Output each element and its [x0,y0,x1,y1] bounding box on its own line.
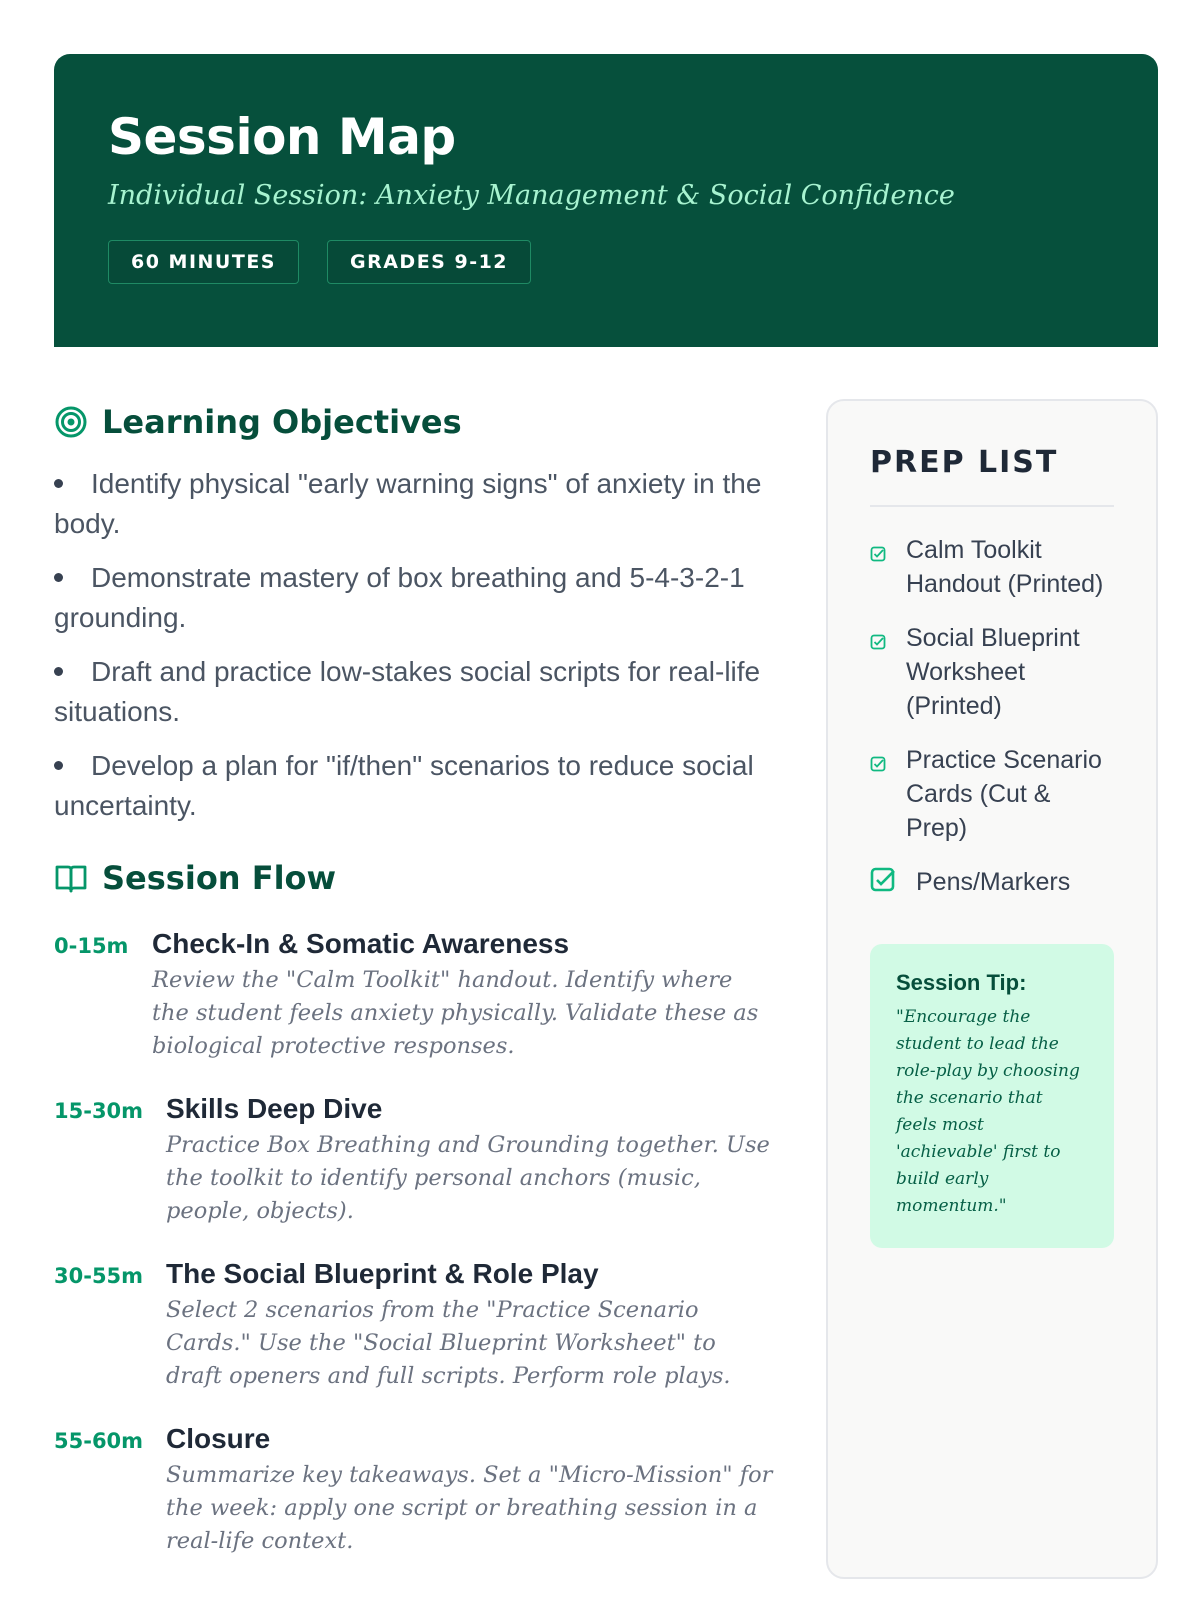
flow-item [54,926,774,1063]
session-tip [870,944,1114,1248]
prep-list [870,533,1114,902]
objective-text: Identify physical "early warning signs" of anxiety in the body. [54,468,762,539]
tip-title: Session Tip: [896,970,1027,995]
page-subtitle: Individual Session: Anxiety Management & Social Confidence [108,180,955,211]
bullet-icon [54,761,63,770]
prep-item [870,533,1114,601]
objectives-title: Learning Objectives [102,403,462,441]
objectives-heading [54,400,774,444]
flow-step-desc: Summarize key takeaways. Set a "Micro-Mission" for the week: apply one script or breathing session in a real-life context. [166,1462,773,1554]
flow-step-desc: Practice Box Breathing and Grounding together. Use the toolkit to identify personal anchors (music, people, objects). [166,1132,770,1224]
list-item [54,746,774,826]
prep-item-label: Practice Scenario Cards (Cut & Prep) [906,746,1102,842]
prep-item [870,743,1114,845]
prep-item [870,865,1114,902]
prep-item-label: Pens/Markers [916,868,1071,896]
checkbox-icon [870,743,906,781]
flow-body [166,1256,774,1393]
flow-body [152,926,774,1063]
list-item [54,558,774,638]
flow-body [166,1091,774,1228]
flow-step-title: Closure [166,1423,271,1454]
badge-row [108,240,1104,284]
page-title: Session Map [108,108,456,166]
flow-time: 15-30m [54,1099,144,1123]
flow-title: Session Flow [102,859,337,897]
flow-time: 0-15m [54,934,129,958]
flow-time: 55-60m [54,1429,144,1453]
bullet-icon [54,573,63,582]
flow-step-title: Skills Deep Dive [166,1093,383,1124]
duration-badge: 60 MINUTES [108,240,299,284]
flow-step-title: Check-In & Somatic Awareness [152,928,570,959]
list-item [54,652,774,732]
checkbox-icon [870,865,916,902]
flow-step-desc: Select 2 scenarios from the "Practice Scenario Cards." Use the "Social Blueprint Worksheet" to draft openers and full scripts. Perform role plays. [166,1297,731,1389]
prep-item-label: Social Blueprint Worksheet (Printed) [906,624,1080,720]
checkbox-icon [870,533,906,571]
flow-step-title: The Social Blueprint & Role Play [166,1258,599,1289]
flow-step-desc: Review the "Calm Toolkit" handout. Identify where the student feels anxiety physically. Validate these as biological protective responses. [152,967,759,1059]
flow-time: 30-55m [54,1264,144,1288]
objectives-list [54,464,774,826]
objective-text: Draft and practice low-stakes social scripts for real-life situations. [54,656,761,727]
tip-text: "Encourage the student to lead the role-play by choosing the scenario that feels most 'achievable' first to build early momentum." [896,1007,1080,1216]
checkbox-icon [870,621,906,659]
bullet-icon [54,667,63,676]
prep-item-label: Calm Toolkit Handout (Printed) [906,536,1104,598]
objective-text: Develop a plan for "if/then" scenarios to reduce social uncertainty. [54,750,754,821]
prep-item [870,621,1114,723]
book-icon [54,861,88,895]
flow-heading [54,856,774,900]
grade-badge: GRADES 9-12 [327,240,531,284]
objective-text: Demonstrate mastery of box breathing and 5-4-3-2-1 grounding. [54,562,745,633]
session-header [54,54,1158,347]
target-icon [54,405,88,439]
flow-item [54,1421,774,1558]
flow-item [54,1091,774,1228]
prep-sidebar [826,399,1158,1579]
flow-item [54,1256,774,1393]
prep-title: PREP LIST [870,441,1114,507]
session-flow [54,926,774,1558]
main-content [54,400,774,1586]
flow-body [166,1421,774,1558]
bullet-icon [54,479,63,488]
list-item [54,464,774,544]
